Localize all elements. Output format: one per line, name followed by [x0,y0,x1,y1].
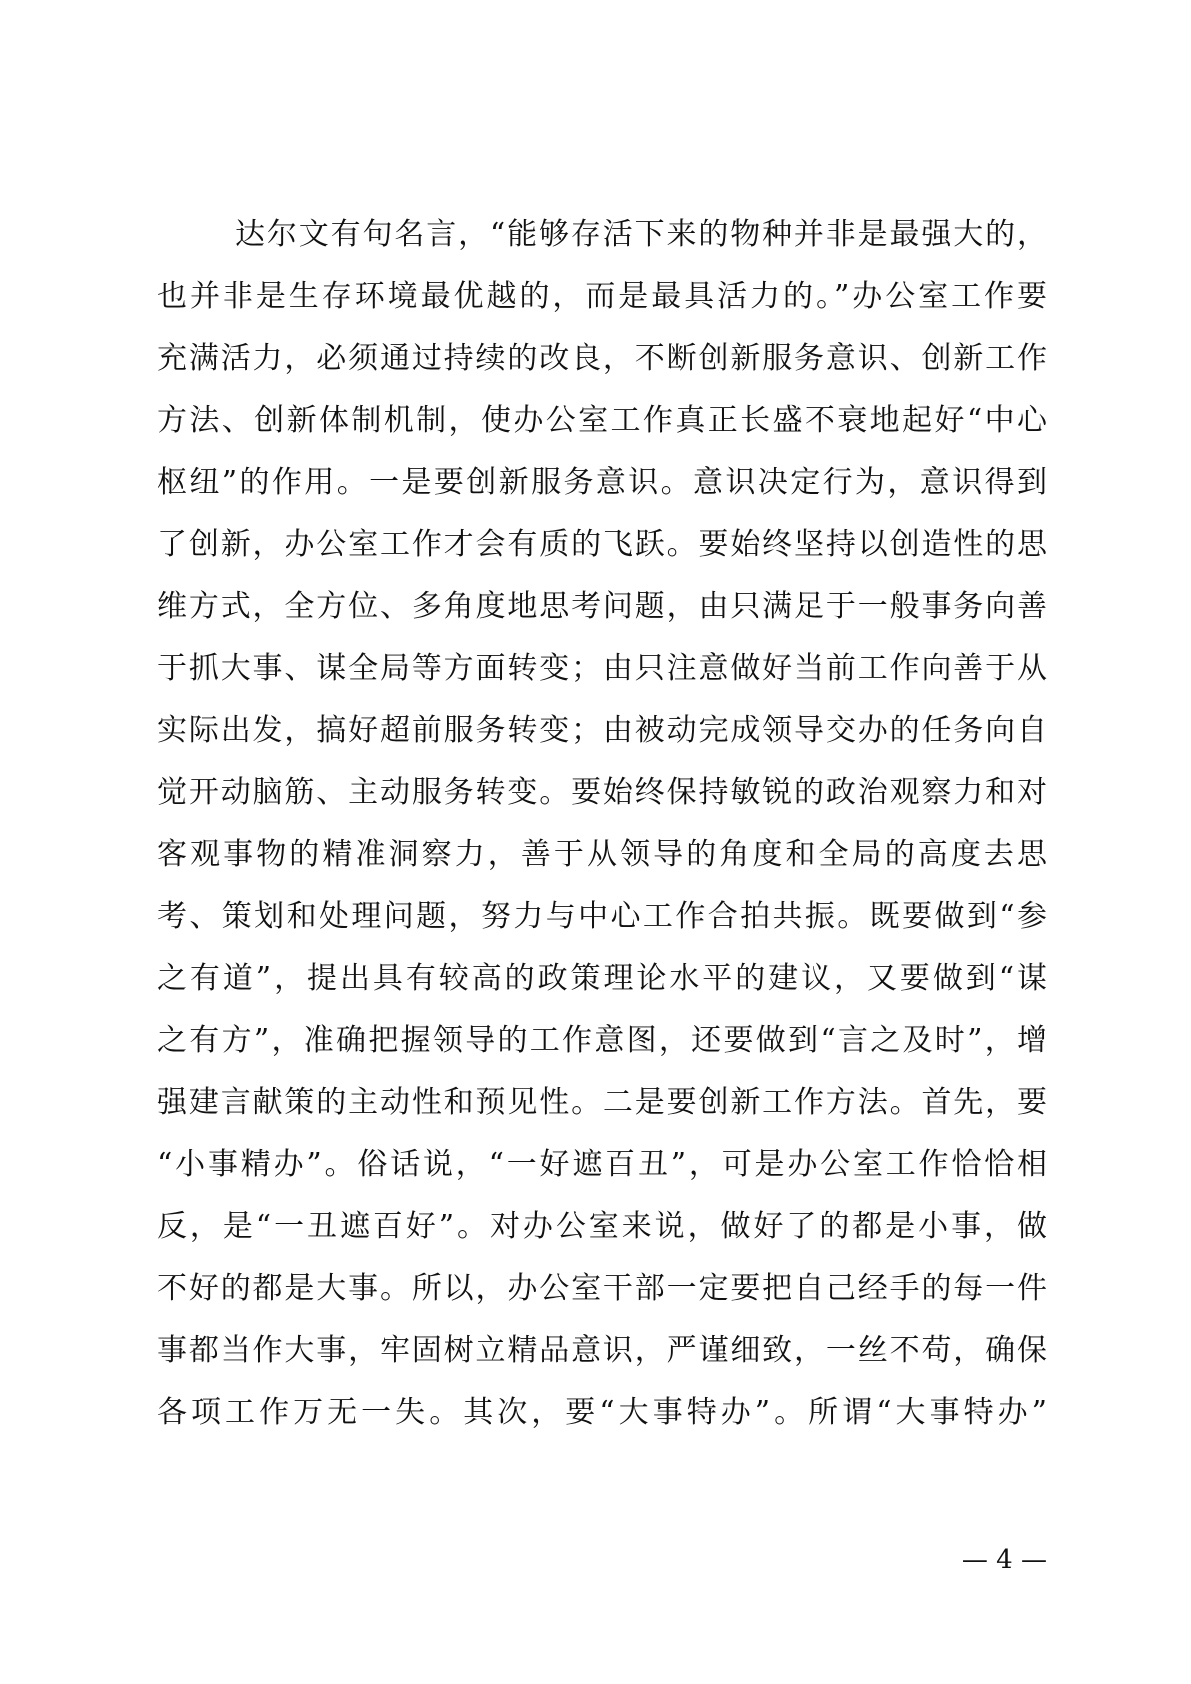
text-line: 枢纽”的作用。一是要创新服务意识。意识决定行为，意识得到 [157,465,1047,500]
text-line: “小事精办”。俗话说，“一好遮百丑”，可是办公室工作恰恰相 [157,1147,1047,1182]
text-line: 客观事物的精准洞察力，善于从领导的角度和全局的高度去思 [157,837,1047,872]
text-line: 考、策划和处理问题，努力与中心工作合拍共振。既要做到“参 [157,899,1047,934]
text-line: 之有方”，准确把握领导的工作意图，还要做到“言之及时”，增 [157,1023,1047,1058]
text-line: 也并非是生存环境最优越的，而是最具活力的。”办公室工作要 [157,279,1047,314]
text-line: 维方式，全方位、多角度地思考问题，由只满足于一般事务向善 [157,589,1047,624]
text-line: 充满活力，必须通过持续的改良，不断创新服务意识、创新工作 [157,341,1047,376]
page-number: — 4 — [961,1545,1047,1575]
text-line: 达尔文有句名言，“能够存活下来的物种并非是最强大的， [235,217,1047,252]
text-line: 强建言献策的主动性和预见性。二是要创新工作方法。首先，要 [157,1085,1047,1120]
text-line: 反，是“一丑遮百好”。对办公室来说，做好了的都是小事，做 [157,1209,1047,1244]
text-line: 不好的都是大事。所以，办公室干部一定要把自己经手的每一件 [157,1271,1047,1306]
text-line: 方法、创新体制机制，使办公室工作真正长盛不衰地起好“中心 [157,403,1047,438]
text-line: 于抓大事、谋全局等方面转变；由只注意做好当前工作向善于从 [157,651,1047,686]
text-line: 实际出发，搞好超前服务转变；由被动完成领导交办的任务向自 [157,713,1047,748]
text-line: 之有道”，提出具有较高的政策理论水平的建议，又要做到“谋 [157,961,1047,996]
text-line: 各项工作万无一失。其次，要“大事特办”。所谓“大事特办” [157,1395,1047,1430]
text-line: 事都当作大事，牢固树立精品意识，严谨细致，一丝不苟，确保 [157,1333,1047,1368]
body-paragraph [157,204,1047,1444]
text-line: 了创新，办公室工作才会有质的飞跃。要始终坚持以创造性的思 [157,527,1047,562]
text-line: 觉开动脑筋、主动服务转变。要始终保持敏锐的政治观察力和对 [157,775,1047,810]
